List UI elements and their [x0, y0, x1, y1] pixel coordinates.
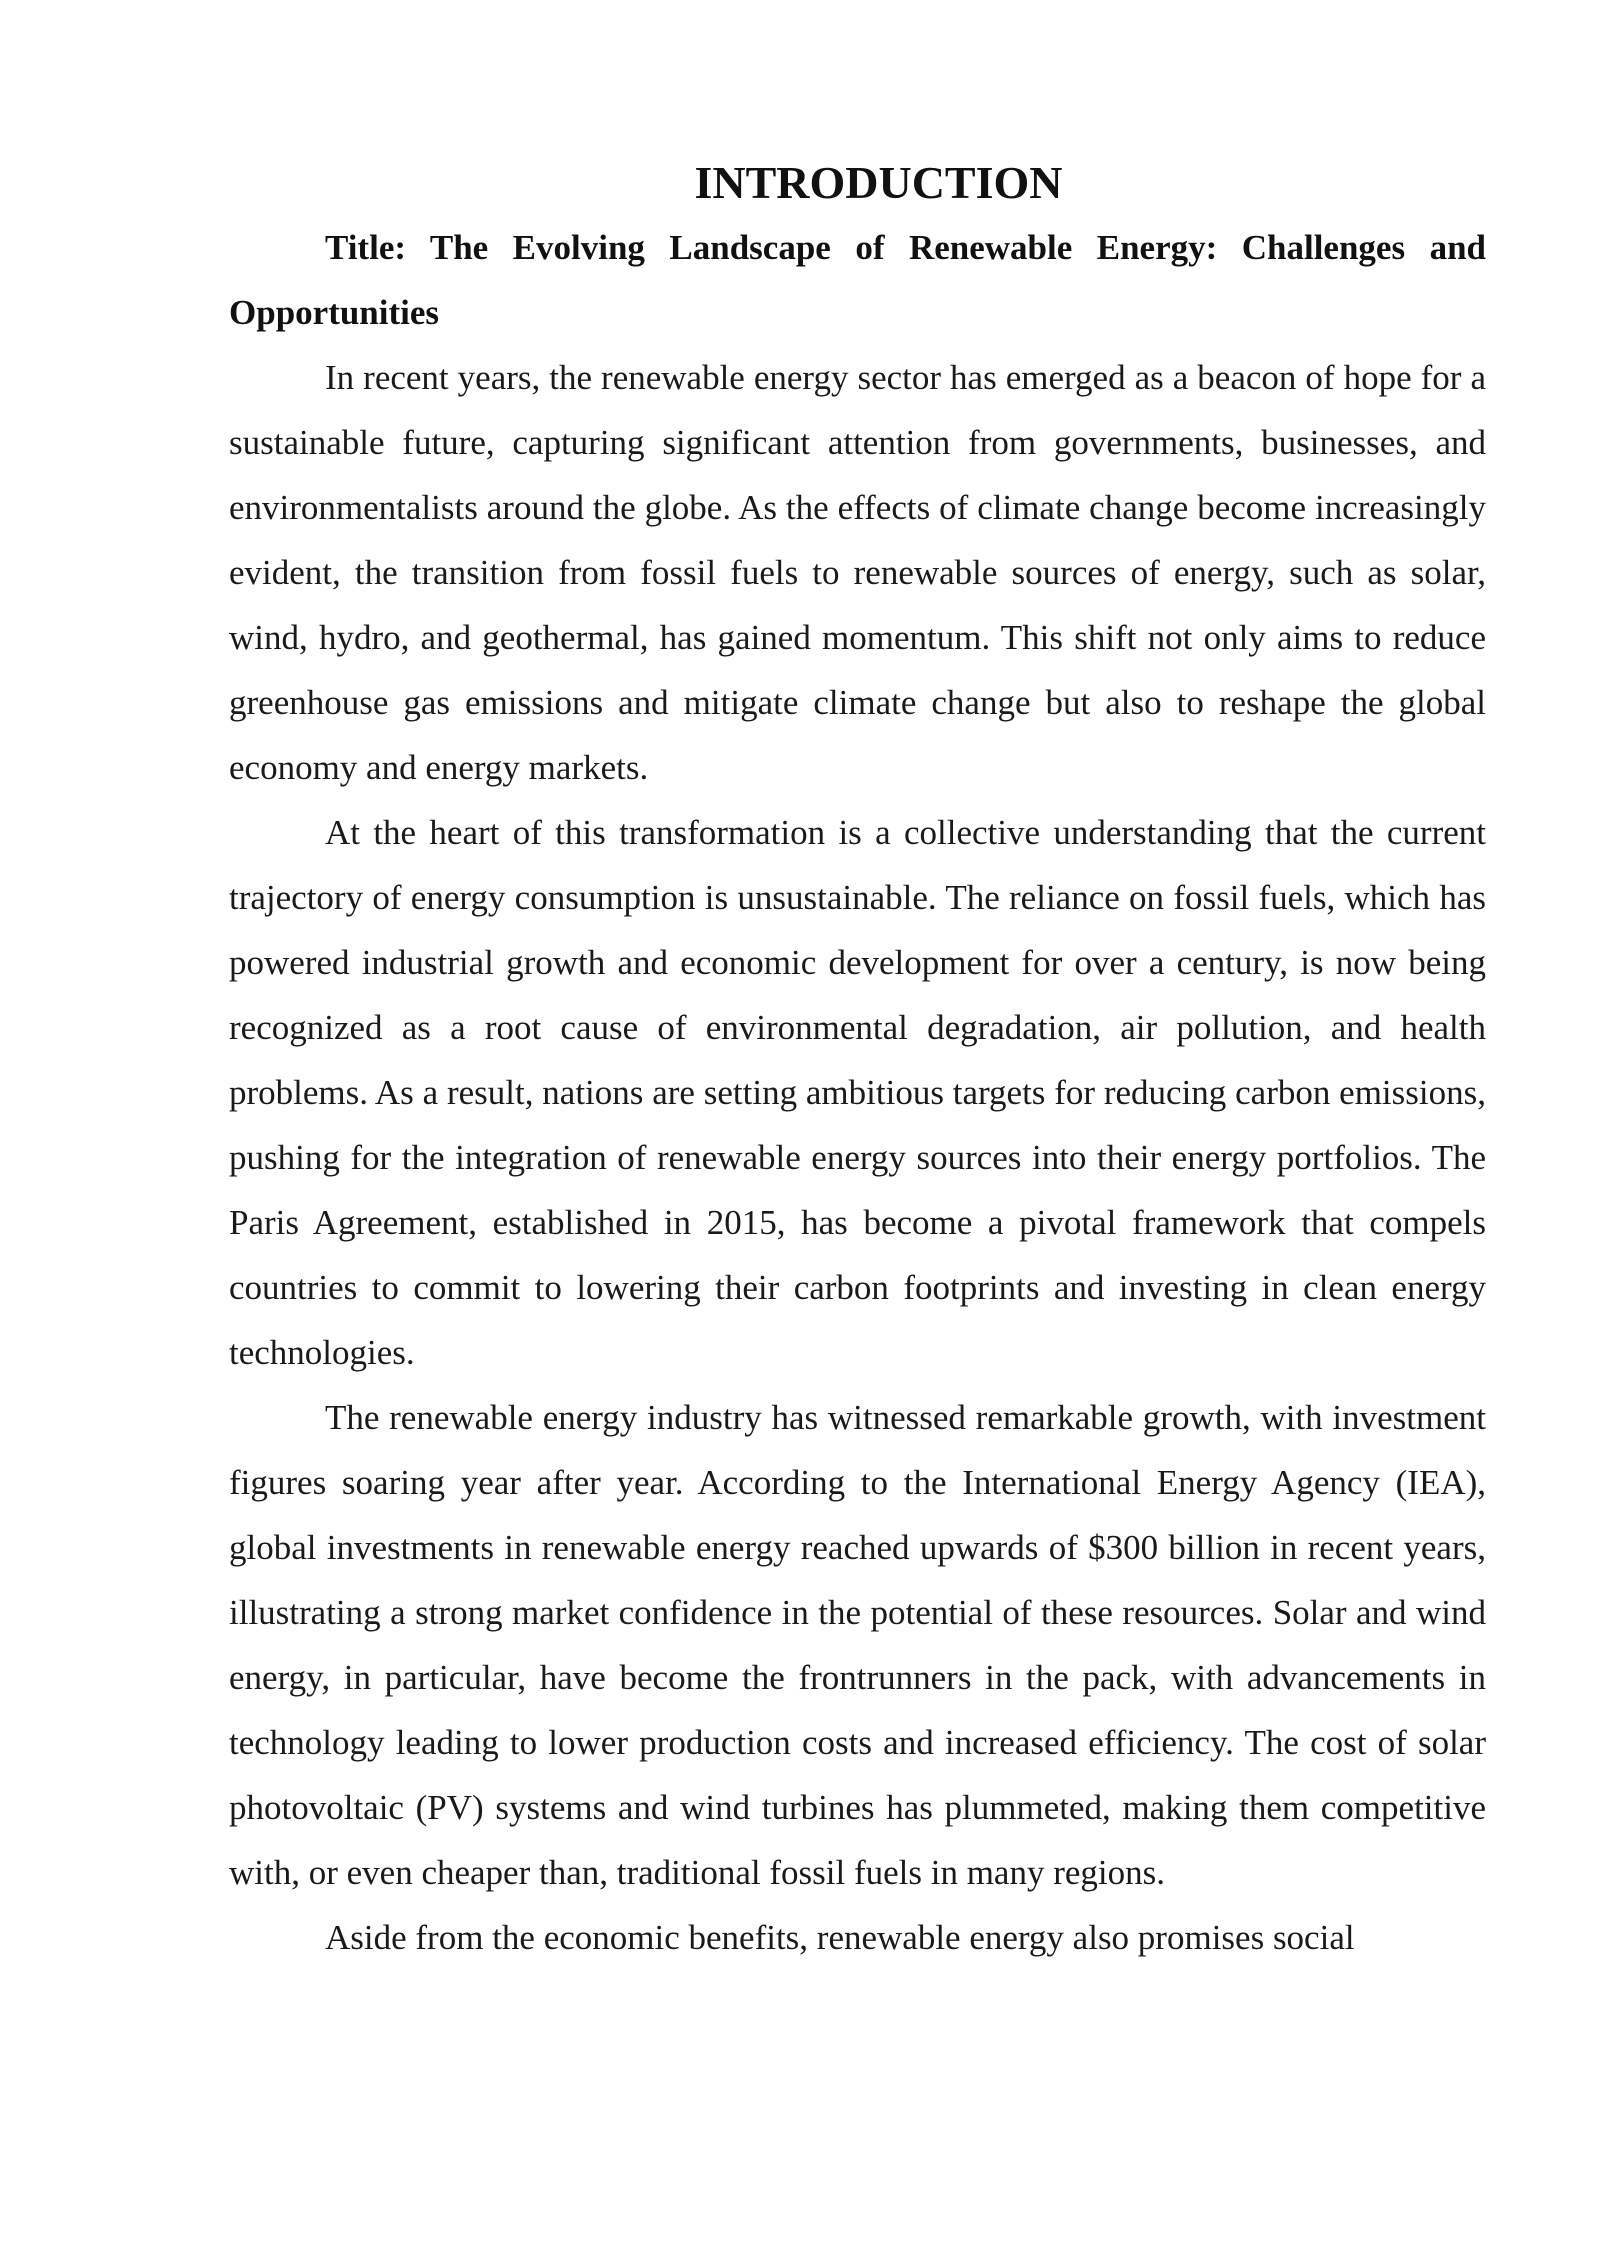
document-body	[229, 150, 1486, 1970]
section-heading: INTRODUCTION	[694, 157, 1063, 208]
paragraph: The renewable energy industry has witnessed remarkable growth, with investment figures soaring year after year. According to the International Energy Agency (IEA), global investments in renewable energy reached upwards of $300 billion in recent years, illustrating a strong market confidence in the potential of these resources. Solar and wind energy, in particular, have become the frontrunners in the pack, with advancements in technology leading to lower production costs and increased efficiency. The cost of solar photovoltaic (PV) systems and wind turbines has plummeted, making them competitive with, or even cheaper than, traditional fossil fuels in many regions.	[229, 1398, 1486, 1892]
paragraph: At the heart of this transformation is a collective understanding that the current trajectory of energy consumption is unsustainable. The reliance on fossil fuels, which has powered industrial growth and economic development for over a century, is now being recognized as a root cause of environmental degradation, air pollution, and health problems. As a result, nations are setting ambitious targets for reducing carbon emissions, pushing for the integration of renewable energy sources into their energy portfolios. The Paris Agreement, established in 2015, has become a pivotal framework that compels countries to commit to lowering their carbon footprints and investing in clean energy technologies.	[229, 813, 1486, 1372]
paragraph: Aside from the economic benefits, renewable energy also promises social	[325, 1918, 1355, 1957]
document-title: Title: The Evolving Landscape of Renewable Energy: Challenges and Opportunities	[229, 228, 1486, 332]
paragraph: In recent years, the renewable energy sector has emerged as a beacon of hope for a sustainable future, capturing significant attention from governments, businesses, and environmentalists around the globe. As the effects of climate change become increasingly evident, the transition from fossil fuels to renewable sources of energy, such as solar, wind, hydro, and geothermal, has gained momentum. This shift not only aims to reduce greenhouse gas emissions and mitigate climate change but also to reshape the global economy and energy markets.	[229, 358, 1486, 787]
